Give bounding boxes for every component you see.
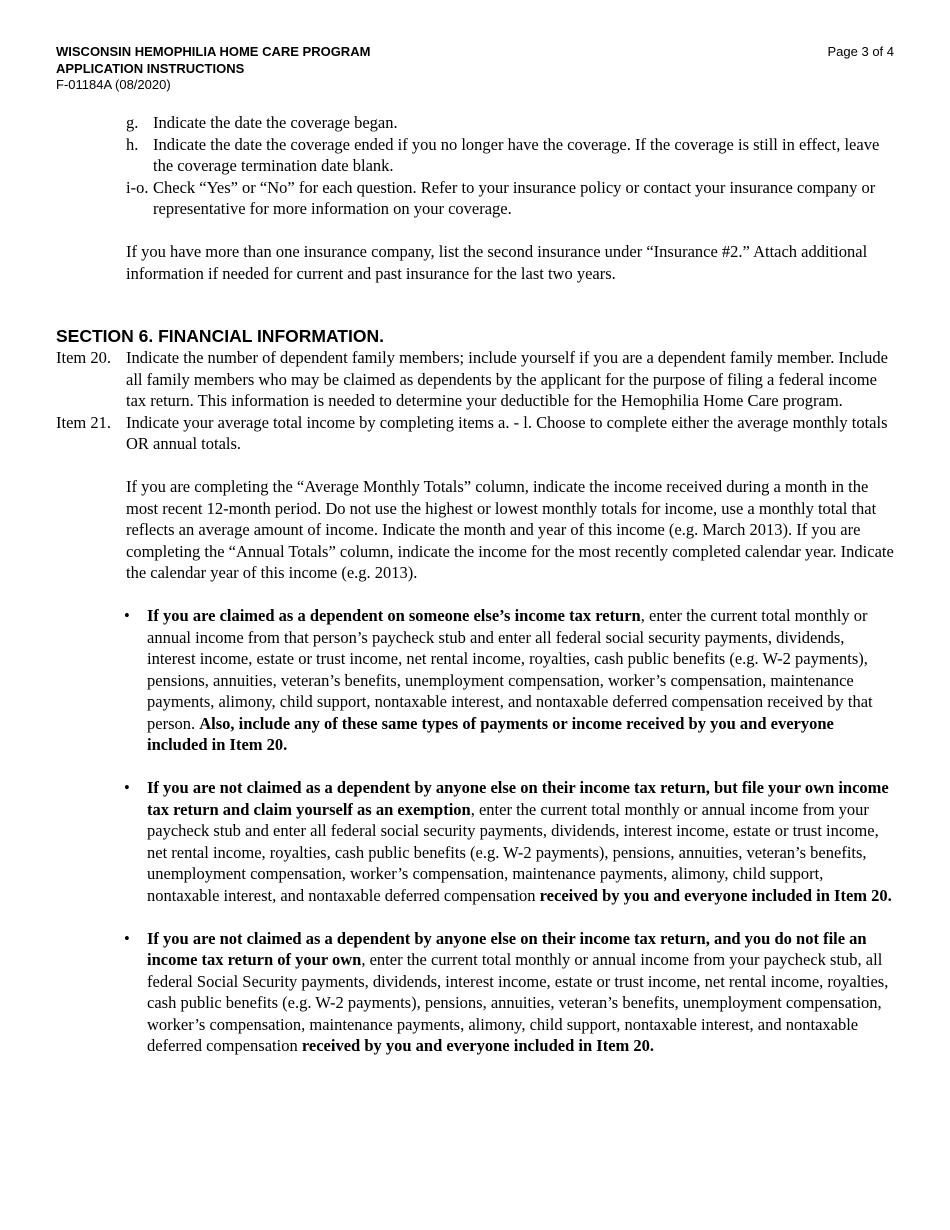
item-21 bbox=[0, 412, 894, 455]
item-text: Indicate your average total income by completing items a. - l. Choose to complete either the average monthly totals OR annual totals. bbox=[126, 412, 888, 453]
bullet-text: , enter the current total monthly or annual income from your paycheck stub and enter all federal social security payments, dividends, interest income, estate or trust income, net rental income, royalties, cash public benefits (e.g. W-2 payments), pensions, annuities, veteran’s benefits, unemployment compensation, worker’s compensation, maintenance payments, alimony, child support, nontaxable interest, and nontaxable deferred compensation bbox=[147, 799, 879, 905]
bullet-text: , enter the current total monthly or annual income from your paycheck stub, all federal Social Security payments, dividends, interest income, estate or trust income, net rental income, royalties, cash public benefits (e.g. W-2 payments), pensions, annuities, veteran’s benefits, unemployment compensation, worker’s compensation, maintenance payments, alimony, child support, nontaxable interest, and nontaxable deferred compensation bbox=[147, 950, 889, 1055]
bullet-icon: • bbox=[124, 778, 130, 797]
list-item-i-o bbox=[0, 177, 895, 220]
bullet-bold-tail: Also, include any of these same types of payments or income received by you and everyone included in Item 20. bbox=[147, 713, 834, 754]
bullet-bold-lead: If you are claimed as a dependent on someone else’s income tax return bbox=[147, 606, 641, 625]
list-item-label: i-o. bbox=[126, 177, 149, 197]
page-number: Page 3 of 4 bbox=[827, 44, 894, 59]
list-item-label: h. bbox=[126, 134, 139, 154]
bullet-bold-tail: received by you and everyone included in Item 20. bbox=[539, 885, 892, 905]
header-org: WISCONSIN HEMOPHILIA HOME CARE PROGRAM bbox=[56, 44, 371, 59]
item-20 bbox=[0, 347, 894, 412]
bullet-item bbox=[0, 605, 894, 756]
bullet-icon: • bbox=[124, 606, 130, 625]
bullet-item bbox=[0, 777, 894, 906]
item-text: Indicate the number of dependent family members; include yourself if you are a dependent family member. Include all family members who may be claimed as dependents by the applicant for the purpose of filing a federal income tax return. This information is needed to determine your deductible for the Hemophilia Home Care program. bbox=[126, 348, 888, 410]
header-form-number: F-01184A (08/2020) bbox=[56, 77, 171, 92]
bullet-bold-lead: If you are not claimed as a dependent by anyone else on their income tax return, and you do not file an income tax return of your own bbox=[147, 928, 867, 969]
list-item-text: Indicate the date the coverage began. bbox=[153, 113, 398, 132]
insurance-note: If you have more than one insurance company, list the second insurance under “Insurance #2.” Attach additional information if needed for current and past insurance for the last two years. bbox=[126, 242, 868, 283]
header-doc-title: APPLICATION INSTRUCTIONS bbox=[56, 60, 245, 76]
list-item-text: Indicate the date the coverage ended if you no longer have the coverage. If the coverage is still in effect, leave the coverage termination date blank. bbox=[153, 134, 880, 175]
bullet-bold-tail: received by you and everyone included in Item 20. bbox=[301, 1036, 655, 1055]
bullet-icon: • bbox=[124, 928, 130, 948]
page-header bbox=[56, 44, 370, 94]
section-title: SECTION 6. FINANCIAL INFORMATION. bbox=[56, 326, 384, 346]
list-item-label: g. bbox=[126, 113, 139, 132]
list-item-text: Check “Yes” or “No” for each question. Refer to your insurance policy or contact your insurance company or representative for more information on your coverage. bbox=[153, 177, 876, 218]
bullet-item bbox=[0, 928, 894, 1057]
bullet-text: , enter the current total monthly or annual income from that person’s paycheck stub and enter all federal social security payments, dividends, interest income, estate or trust income, net rental income, royalties, cash public benefits (e.g. W-2 payments), pensions, annuities, veteran’s benefits, unemployment compensation, worker’s compensation, maintenance payments, alimony, child support, nontaxable interest, and nontaxable deferred compensation received by that person. bbox=[147, 606, 873, 733]
bullet-bold-lead: If you are not claimed as a dependent by anyone else on their income tax return, but file your own income tax return and claim yourself as an exemption bbox=[147, 778, 889, 819]
item-label: Item 20. bbox=[56, 348, 111, 367]
item-label: Item 21. bbox=[56, 412, 111, 432]
list-item-h bbox=[0, 134, 895, 177]
document-body bbox=[0, 112, 950, 1057]
monthly-totals-note: If you are completing the “Average Monthly Totals” column, indicate the income received during a month in the most recent 12-month period. Do not use the highest or lowest monthly totals for income, use a monthly total that reflects an average amount of income. Indicate the month and year of this income (e.g. March 2013). If you are completing the “Annual Totals” column, indicate the income for the most recently completed calendar year. Indicate the calendar year of this income (e.g. 2013). bbox=[126, 477, 894, 582]
list-item-g bbox=[0, 112, 895, 134]
